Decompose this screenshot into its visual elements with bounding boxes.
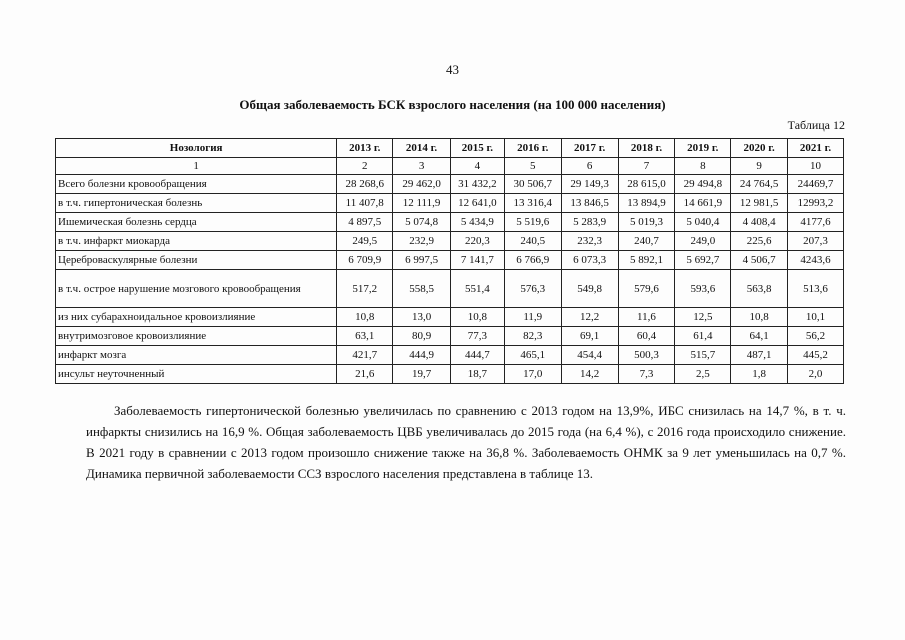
table-cell: 18,7	[451, 365, 505, 384]
table-cell: 4 897,5	[337, 213, 393, 232]
column-header: 2021 г.	[788, 139, 844, 158]
nosology-name: Цереброваскулярные болезни	[56, 251, 337, 270]
table-row	[56, 308, 844, 327]
column-header: 2013 г.	[337, 139, 393, 158]
table-cell: 445,2	[788, 346, 844, 365]
table-cell: 29 494,8	[675, 175, 731, 194]
table-cell: 593,6	[675, 270, 731, 308]
table-cell: 6 709,9	[337, 251, 393, 270]
table-cell: 5 019,3	[618, 213, 675, 232]
table-row	[56, 213, 844, 232]
table-cell: 225,6	[731, 232, 788, 251]
table-cell: 558,5	[393, 270, 451, 308]
table-cell: 24469,7	[788, 175, 844, 194]
table-cell: 465,1	[504, 346, 561, 365]
table-cell: 10,1	[788, 308, 844, 327]
table-cell: 549,8	[561, 270, 618, 308]
table-cell: 5 040,4	[675, 213, 731, 232]
table-cell: 240,7	[618, 232, 675, 251]
column-header: 2018 г.	[618, 139, 675, 158]
column-number: 2	[337, 158, 393, 175]
table-label: Таблица 12	[787, 118, 845, 132]
column-number: 5	[504, 158, 561, 175]
nosology-name: внутримозговое кровоизлияние	[56, 327, 337, 346]
table-row	[56, 270, 844, 308]
table-cell: 5 283,9	[561, 213, 618, 232]
table-cell: 12993,2	[788, 194, 844, 213]
table-cell: 64,1	[731, 327, 788, 346]
table-cell: 11,6	[618, 308, 675, 327]
table-cell: 232,3	[561, 232, 618, 251]
table-row	[56, 194, 844, 213]
nosology-name: в т.ч. инфаркт миокарда	[56, 232, 337, 251]
nosology-name: в т.ч. острое нарушение мозгового кровообращения	[56, 270, 337, 308]
table-cell: 56,2	[788, 327, 844, 346]
table-cell: 240,5	[504, 232, 561, 251]
table-cell: 6 073,3	[561, 251, 618, 270]
table-cell: 444,7	[451, 346, 505, 365]
column-number: 6	[561, 158, 618, 175]
table-cell: 500,3	[618, 346, 675, 365]
document-title: Общая заболеваемость БСК взрослого населения (на 100 000 населения)	[239, 97, 666, 112]
table-cell: 444,9	[393, 346, 451, 365]
table-cell: 82,3	[504, 327, 561, 346]
table-cell: 29 149,3	[561, 175, 618, 194]
column-number: 10	[788, 158, 844, 175]
table-cell: 421,7	[337, 346, 393, 365]
table-cell: 13 846,5	[561, 194, 618, 213]
table-cell: 6 997,5	[393, 251, 451, 270]
column-number: 7	[618, 158, 675, 175]
table-cell: 4243,6	[788, 251, 844, 270]
table-cell: 249,5	[337, 232, 393, 251]
table-row	[56, 346, 844, 365]
table-cell: 576,3	[504, 270, 561, 308]
table-cell: 12 111,9	[393, 194, 451, 213]
table-cell: 487,1	[731, 346, 788, 365]
table-row	[56, 365, 844, 384]
table-cell: 14 661,9	[675, 194, 731, 213]
table-cell: 10,8	[731, 308, 788, 327]
table-cell: 60,4	[618, 327, 675, 346]
table-cell: 10,8	[337, 308, 393, 327]
nosology-name: инфаркт мозга	[56, 346, 337, 365]
table-cell: 4177,6	[788, 213, 844, 232]
morbidity-table	[55, 138, 844, 384]
table-cell: 7 141,7	[451, 251, 505, 270]
nosology-name: Ишемическая болезнь сердца	[56, 213, 337, 232]
body-paragraph: Заболеваемость гипертонической болезнью увеличилась по сравнению с 2013 годом на 13,9%, ИБС снизилась на 14,7 %, в т. ч. инфаркты снизились на 16,9 %. Общая заболеваемость ЦВБ увеличивалась до 2015 года (на 6,4 %), с 2016 года происходило снижение. В 2021 году в сравнении с 2013 годом произошло снижение также на 36,8 %. Заболеваемость ОНМК за 9 лет уменьшилась на 0,7 %. Динамика первичной заболеваемости ССЗ взрослого населения представлена в таблице 13.	[86, 403, 846, 481]
table-row	[56, 327, 844, 346]
table-row	[56, 175, 844, 194]
column-number: 9	[731, 158, 788, 175]
table-cell: 21,6	[337, 365, 393, 384]
table-cell: 13 894,9	[618, 194, 675, 213]
numbering-row	[56, 158, 844, 175]
table-cell: 5 892,1	[618, 251, 675, 270]
table-cell: 11 407,8	[337, 194, 393, 213]
table-cell: 13 316,4	[504, 194, 561, 213]
table-cell: 12 641,0	[451, 194, 505, 213]
table-cell: 563,8	[731, 270, 788, 308]
table-cell: 5 692,7	[675, 251, 731, 270]
table-cell: 579,6	[618, 270, 675, 308]
table-row	[56, 251, 844, 270]
column-header: 2014 г.	[393, 139, 451, 158]
table-cell: 31 432,2	[451, 175, 505, 194]
table-cell: 29 462,0	[393, 175, 451, 194]
table-cell: 232,9	[393, 232, 451, 251]
nosology-name: из них субарахноидальное кровоизлияние	[56, 308, 337, 327]
column-header: 2019 г.	[675, 139, 731, 158]
nosology-name: Всего болезни кровообращения	[56, 175, 337, 194]
table-cell: 2,5	[675, 365, 731, 384]
table-cell: 6 766,9	[504, 251, 561, 270]
table-cell: 513,6	[788, 270, 844, 308]
table-cell: 12,2	[561, 308, 618, 327]
column-header: 2020 г.	[731, 139, 788, 158]
table-cell: 5 074,8	[393, 213, 451, 232]
table-cell: 61,4	[675, 327, 731, 346]
table-cell: 4 408,4	[731, 213, 788, 232]
table-cell: 19,7	[393, 365, 451, 384]
page-number: 43	[446, 62, 459, 77]
table-cell: 12,5	[675, 308, 731, 327]
table-cell: 12 981,5	[731, 194, 788, 213]
column-number: 8	[675, 158, 731, 175]
column-number: 4	[451, 158, 505, 175]
table-cell: 28 615,0	[618, 175, 675, 194]
table-row	[56, 232, 844, 251]
table-cell: 220,3	[451, 232, 505, 251]
table-cell: 2,0	[788, 365, 844, 384]
table-cell: 515,7	[675, 346, 731, 365]
table-cell: 249,0	[675, 232, 731, 251]
table-cell: 69,1	[561, 327, 618, 346]
header-row	[56, 139, 844, 158]
table-cell: 1,8	[731, 365, 788, 384]
table-cell: 4 506,7	[731, 251, 788, 270]
column-header: 2015 г.	[451, 139, 505, 158]
column-header: 2017 г.	[561, 139, 618, 158]
table-cell: 63,1	[337, 327, 393, 346]
table-cell: 14,2	[561, 365, 618, 384]
table-cell: 5 519,6	[504, 213, 561, 232]
table-cell: 10,8	[451, 308, 505, 327]
table-cell: 454,4	[561, 346, 618, 365]
table-cell: 77,3	[451, 327, 505, 346]
column-number: 1	[56, 158, 337, 175]
table-cell: 80,9	[393, 327, 451, 346]
table-cell: 7,3	[618, 365, 675, 384]
column-header: Нозология	[56, 139, 337, 158]
column-number: 3	[393, 158, 451, 175]
column-header: 2016 г.	[504, 139, 561, 158]
table-cell: 28 268,6	[337, 175, 393, 194]
table-cell: 17,0	[504, 365, 561, 384]
nosology-name: в т.ч. гипертоническая болезнь	[56, 194, 337, 213]
table-cell: 11,9	[504, 308, 561, 327]
nosology-name: инсульт неуточненный	[56, 365, 337, 384]
table-cell: 24 764,5	[731, 175, 788, 194]
table-cell: 5 434,9	[451, 213, 505, 232]
table-cell: 517,2	[337, 270, 393, 308]
table-cell: 30 506,7	[504, 175, 561, 194]
table-cell: 551,4	[451, 270, 505, 308]
table-cell: 13,0	[393, 308, 451, 327]
table-cell: 207,3	[788, 232, 844, 251]
